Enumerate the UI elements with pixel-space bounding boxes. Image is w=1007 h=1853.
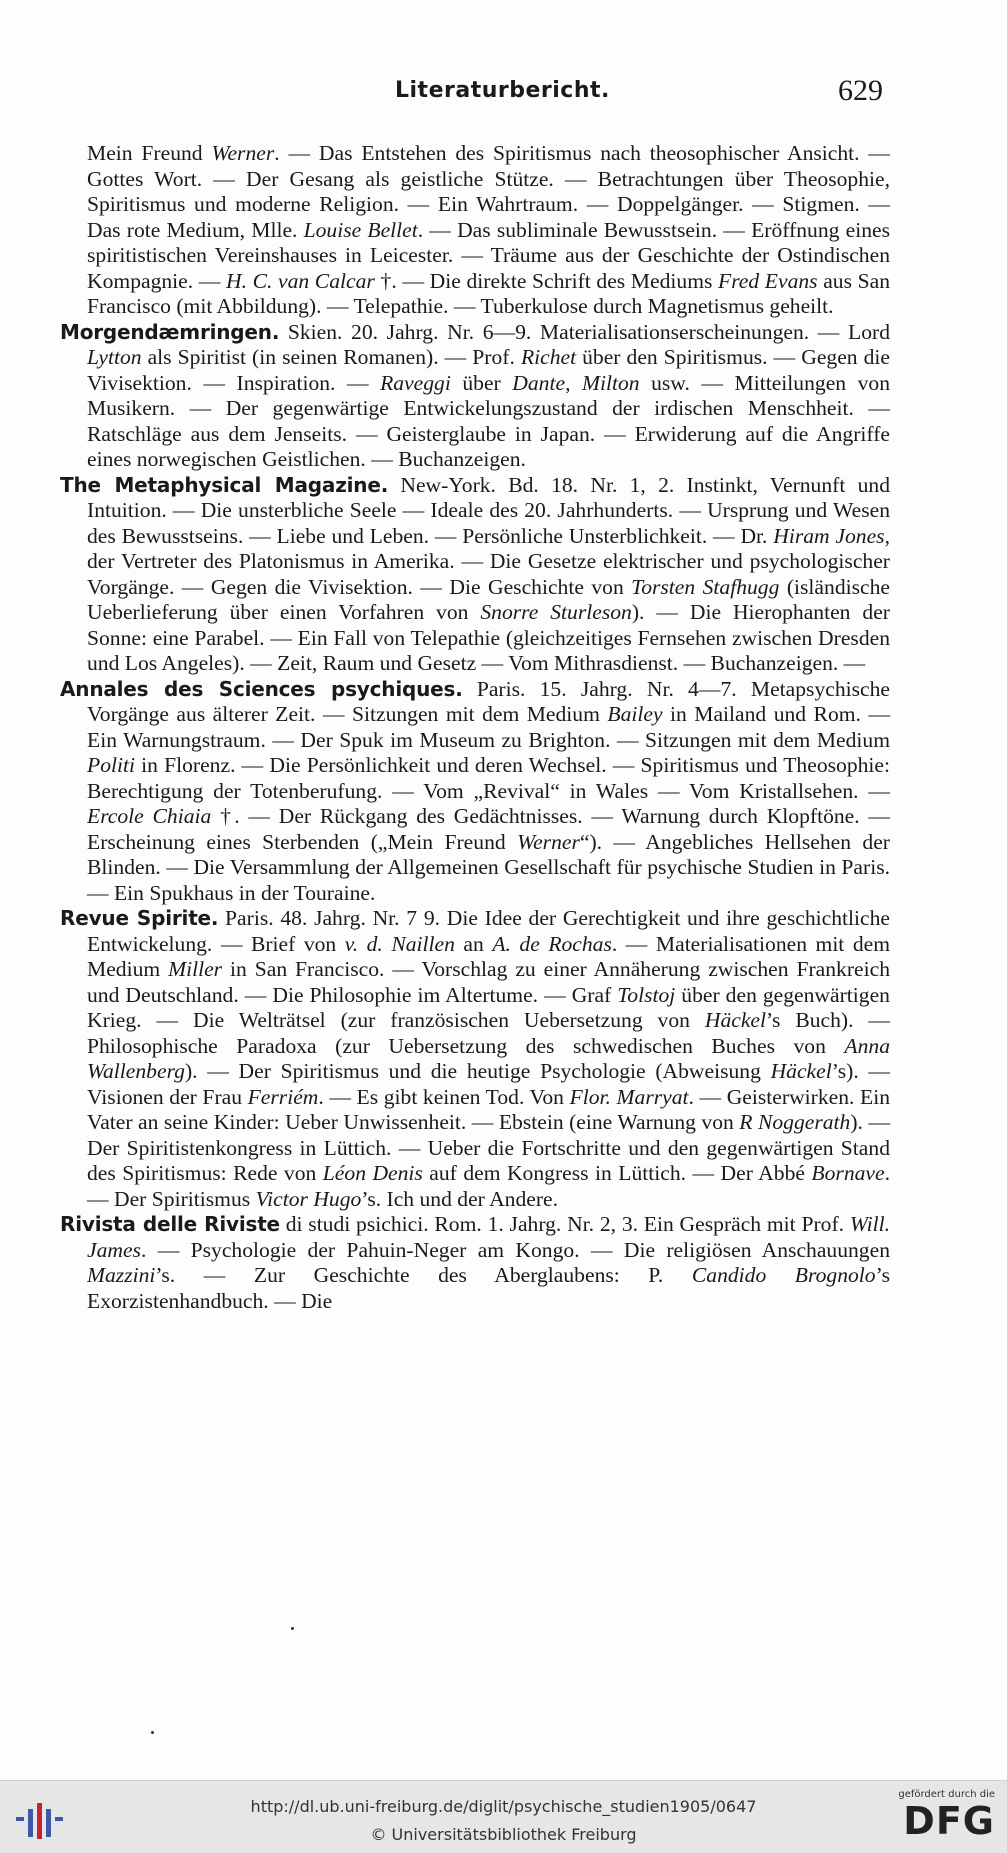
person-name: Häckel <box>770 1059 832 1083</box>
person-name: Dante <box>512 370 566 395</box>
entry-text: . — Das Entstehen des Spiritismus nach theosophischer Ansicht. — Gottes Wort. — Der Gesang als geistliche Stütze. — Betrachtungen über Theosophie, Spiritismus und moderne Religion. — Ein Wahrtraum. — Doppelgänger. — Stigmen. — Das rote Medium, Mlle. <box>87 141 890 242</box>
person-name: Häckel <box>704 1008 766 1032</box>
entry-text: , der Vertreter des Platonismus in Amerika. — Die Gesetze elektrischer und psychologischer Vorgänge. — Gegen die Vivisektion. — Die Geschichte von <box>87 523 890 599</box>
person-name: Raveggi <box>380 370 451 395</box>
person-name: Victor Hugo <box>255 1186 362 1211</box>
entry-text: usw. — Mitteilungen von Musikern. — Der gegenwärtige Entwickelungszustand der irdischen Menschheit. — Ratschläge aus dem Jenseits. — Geisterglaube in Japan. — Erwiderung auf die Angriffe eines norwegischen Geistlichen. — Buchanzeigen. <box>87 370 890 471</box>
entry-text: ’s). — Visionen der Frau <box>87 1059 891 1109</box>
review-entry <box>60 906 890 1212</box>
review-entry <box>60 677 890 907</box>
journal-name: Morgendæmringen. <box>60 319 280 344</box>
entry-text: . — Es gibt keinen Tod. Von <box>318 1084 570 1109</box>
entry-text: Paris. 15. Jahrg. Nr. 4—7. Metapsychische Vorgänge aus älterer Zeit. — Sitzungen mit dem Medium <box>87 676 890 726</box>
person-name: Ferriém <box>247 1084 319 1109</box>
person-name: Bailey <box>607 702 663 726</box>
journal-name: The Metaphysical Magazine. <box>60 472 389 497</box>
person-name: Bornave <box>811 1161 885 1185</box>
journal-name: Revue Spirite. <box>60 906 219 930</box>
entry-text: auf dem Kongress in Lüttich. — Der Abbé <box>422 1161 812 1185</box>
review-entry <box>60 473 890 677</box>
review-entry <box>60 320 890 473</box>
journal-name: Annales des Sciences psychiques. <box>60 676 463 701</box>
entry-text: †. — Der Rückgang des Gedächtnisses. — Warnung durch Klopftöne. — Erscheinung eines Sterbenden („Mein Freund <box>87 804 890 854</box>
entry-text: über <box>450 370 513 395</box>
entry-text: an <box>454 931 493 956</box>
dfg-wordmark: DFG <box>903 1799 995 1843</box>
entry-text: ’s Buch). — Philosophische Paradoxa (zur Uebersetzung des schwedischen Buches von <box>87 1008 890 1058</box>
person-name: Werner <box>211 141 275 165</box>
person-name: H. C. van Calcar <box>225 268 375 293</box>
entry-text: über den gegenwärtigen Krieg. — Die Welträtsel (zur französischen Uebersetzung von <box>87 982 890 1032</box>
entry-text: in San Francisco. — Vorschlag zu einer Annäherung zwischen Frankreich und Deutschland. — Die Philosophie im Altertume. — Graf <box>87 957 890 1007</box>
permalink-url[interactable]: http://dl.ub.uni-freiburg.de/diglit/psychische_studien1905/0647 <box>250 1797 757 1816</box>
person-name: Miller <box>168 957 223 981</box>
entry-text: di studi psichici. Rom. 1. Jahrg. Nr. 2, 3. Ein Gespräch mit Prof. <box>279 1212 850 1236</box>
review-entry <box>60 141 890 320</box>
entry-text: . — Geisterwirken. Ein Vater an seine Kinder: Ueber Unwissenheit. — Ebstein (eine Warnung von <box>87 1084 891 1134</box>
literature-review-text <box>60 141 890 1314</box>
entry-text: †. — Die direkte Schrift des Mediums <box>374 268 719 293</box>
entry-text: “). — Angebliches Hellsehen der Blinden. — Die Versammlung der Allgemeinen Gesellschaft für psychische Studien in Paris. — Ein Spukhaus in der Touraine. <box>87 829 890 905</box>
person-name: Candido Brognolo <box>691 1263 876 1287</box>
page-number: 629 <box>838 74 883 107</box>
dfg-logo[interactable] <box>890 1789 998 1847</box>
entry-text: als Spiritist (in seinen Romanen). — Prof. <box>141 345 521 369</box>
person-name: Snorre Sturleson <box>480 600 632 624</box>
person-name: Werner <box>517 829 580 854</box>
entry-text: aus San Francisco (mit Abbildung). — Telepathie. — Tuberkulose durch Magnetismus geheilt. <box>87 268 890 318</box>
entry-text: ’s Exorzistenhandbuch. — Die <box>87 1263 890 1313</box>
person-name: Milton <box>581 370 640 395</box>
entry-text: , <box>565 370 582 395</box>
dfg-caption: gefördert durch die <box>898 1789 995 1800</box>
person-name: R Noggerath <box>739 1110 851 1134</box>
person-name: Mazzini <box>87 1263 156 1287</box>
entry-text: . — Psychologie der Pahuin-Neger am Kongo. — Die religiösen Anschauungen <box>140 1237 890 1262</box>
person-name: v. d. Naillen <box>344 931 455 956</box>
journal-name: Rivista delle Riviste <box>60 1212 280 1236</box>
person-name: A. de Rochas <box>492 931 612 956</box>
speck <box>151 1731 154 1734</box>
entry-text: über den Spiritismus. — Gegen die Vivisektion. — Inspiration. — <box>87 345 890 395</box>
entry-text: ). — Der Spiritismus und die heutige Psychologie (Abweisung <box>184 1059 771 1083</box>
entry-text: in Mailand und Rom. — Ein Warnungstraum. — Der Spuk im Museum zu Brighton. — Sitzungen mit dem Medium <box>87 702 891 752</box>
entry-text: ). — Der Spiritistenkongress in Lüttich. — Ueber die Fortschritte und den gegenwärtigen Stand des Spiritismus: Rede von <box>87 1110 890 1185</box>
person-name: Torsten Stafhugg <box>631 574 780 599</box>
person-name: Flor. Marryat <box>569 1084 689 1109</box>
entry-text: Paris. 48. Jahrg. Nr. 7 9. Die Idee der Gerechtigkeit und ihre geschichtliche Entwickelung. — Brief von <box>87 906 890 956</box>
entry-text: Mein Freund <box>87 141 212 165</box>
entry-text: ). — Die Hierophanten der Sonne: eine Parabel. — Ein Fall von Telepathie (gleichzeitiges Fernsehen zwischen Dresden und Los Angeles). — Zeit, Raum und Gesetz — Vom Mithrasdienst. — Buchanzeigen. — <box>87 600 890 675</box>
entry-text: in Florenz. — Die Persönlichkeit und deren Wechsel. — Spiritismus und Theosophie: Berechtigung der Totenberufung. — Vom „Revival“ in Wales — Vom Kristallsehen. — <box>87 753 890 803</box>
entry-text: . — Materialisationen mit dem Medium <box>87 931 890 981</box>
entry-text: ’s. — Zur Geschichte des Aberglaubens: P. <box>155 1263 692 1287</box>
person-name: Hiram Jones <box>773 523 885 548</box>
copyright-text: © Universitätsbibliothek Freiburg <box>370 1825 637 1844</box>
person-name: Lytton <box>87 345 142 369</box>
person-name: Léon Denis <box>322 1161 423 1185</box>
person-name: Fred Evans <box>718 268 818 293</box>
person-name: Tolstoj <box>617 982 676 1007</box>
viewer-footer <box>0 1780 1007 1853</box>
entry-text: . — Das subliminale Bewusstsein. — Eröffnung eines spiritistischen Vereinshauses in Leicester. — Träume aus der Geschichte der Ostindischen Kompagnie. — <box>87 217 890 293</box>
speck <box>291 1627 294 1630</box>
person-name: Will. James <box>87 1212 891 1262</box>
running-head <box>0 74 1007 114</box>
person-name: Richet <box>520 345 577 369</box>
entry-text: New-York. Bd. 18. Nr. 1, 2. Instinkt, Vernunft und Intuition. — Die unsterbliche Seele — Ideale des 20. Jahrhunderts. — Ursprung und Wesen des Bewusstseins. — Liebe und Leben. — Persönliche Unsterblichkeit. — Dr. <box>87 472 890 548</box>
entry-text: Skien. 20. Jahrg. Nr. 6—9. Materialisationserscheinungen. — Lord <box>279 319 890 344</box>
entry-text: . — Der Spiritismus <box>87 1161 890 1211</box>
entry-text: (isländische Ueberlieferung über einen Vorfahren von <box>87 574 890 624</box>
person-name: Louise Bellet <box>303 217 418 242</box>
review-entry <box>60 1212 890 1314</box>
entry-text: ’s. Ich und der Andere. <box>361 1186 559 1211</box>
person-name: Politi <box>87 753 135 777</box>
person-name: Anna Wallenberg <box>87 1033 890 1083</box>
person-name: Ercole Chiaia <box>87 804 212 828</box>
running-head-title: Literaturbericht. <box>395 78 610 103</box>
